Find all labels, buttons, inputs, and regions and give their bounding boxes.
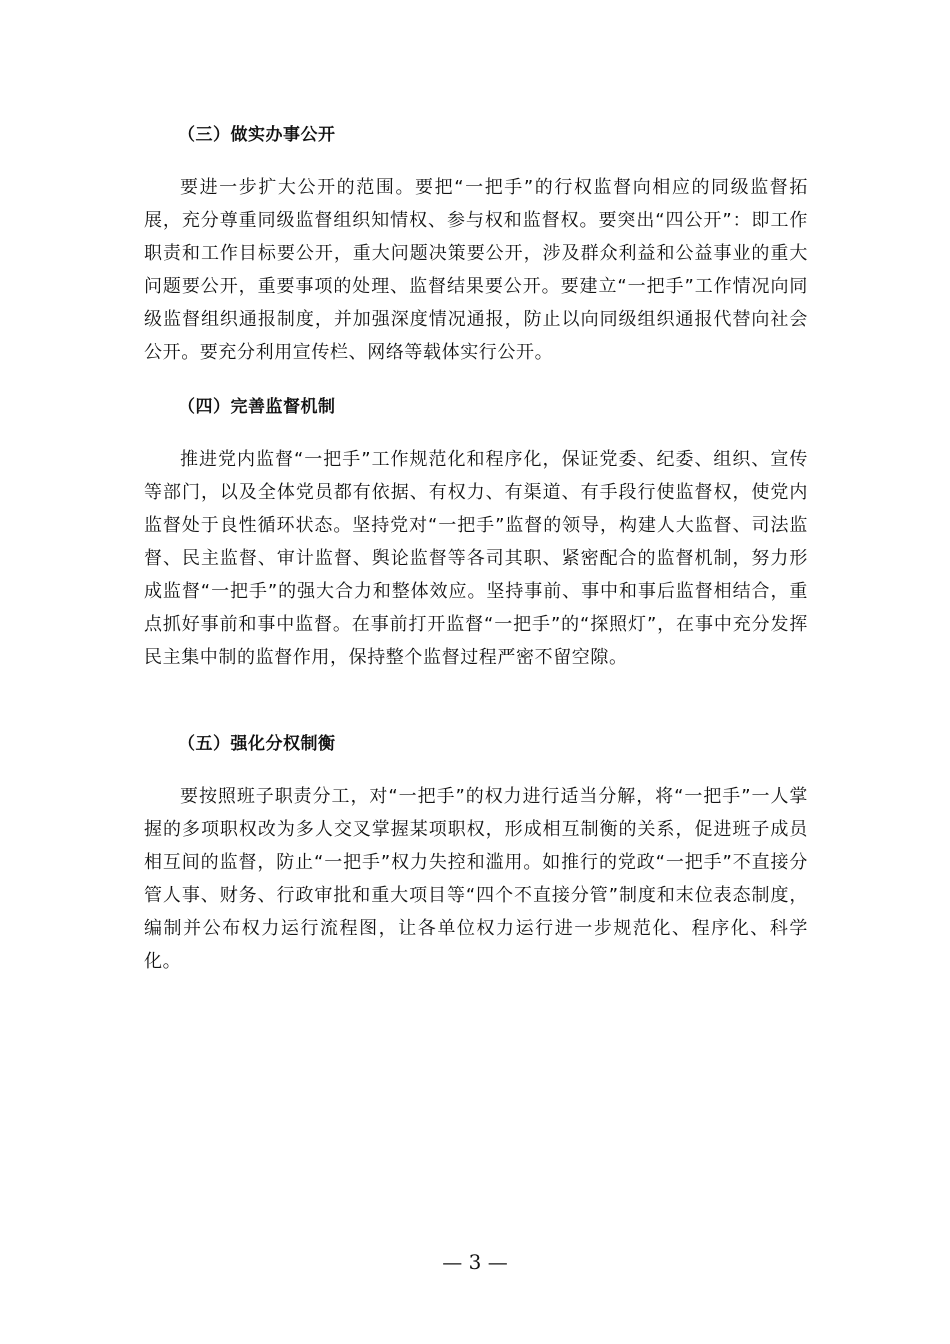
section-paragraph: 推进党内监督“一把手”工作规范化和程序化，保证党委、纪委、组织、宣传等部门，以及全体党员都有依据、有权力、有渠道、有手段行使监督权，使党内监督处于良性循环状态。坚持党对“一把手”监督的领导，构建人大监督、司法监督、民主监督、审计监督、舆论监督等各司其职、紧密配合的监督机制，努力形成监督“一把手”的强大合力和整体效应。坚持事前、事中和事后监督相结合，重点抓好事前和事中监督。在事前打开监督“一把手”的“探照灯”，在事中充分发挥民主集中制的监督作用，保持整个监督过程严密不留空隙。: [144, 449, 808, 668]
section-paragraph: 要按照班子职责分工，对“一把手”的权力进行适当分解，将“一把手”一人掌握的多项职权改为多人交叉掌握某项职权，形成相互制衡的关系，促进班子成员相互间的监督，防止“一把手”权力失控和滥用。如推行的党政“一把手”不直接分管人事、财务、行政审批和重大项目等“四个不直接分管”制度和末位表态制度，编制并公布权力运行流程图，让各单位权力运行进一步规范化、程序化、科学化。: [144, 786, 808, 972]
section-paragraph: 要进一步扩大公开的范围。要把“一把手”的行权监督向相应的同级监督拓展，充分尊重同级监督组织知情权、参与权和监督权。要突出“四公开”：即工作职责和工作目标要公开，重大问题决策要公开，涉及群众利益和公益事业的重大问题要公开，重要事项的处理、监督结果要公开。要建立“一把手”工作情况向同级监督组织通报制度，并加强深度情况通报，防止以向同级组织通报代替向社会公开。要充分利用宣传栏、网络等载体实行公开。: [144, 177, 808, 363]
section-heading: （四）完善监督机制: [178, 397, 336, 417]
section-heading: （三）做实办事公开: [178, 125, 336, 145]
section-heading: （五）强化分权制衡: [178, 734, 336, 754]
section-three: [144, 125, 808, 369]
page-number: — 3 —: [442, 1250, 508, 1274]
section-four: [144, 397, 808, 674]
section-five: [144, 734, 808, 978]
